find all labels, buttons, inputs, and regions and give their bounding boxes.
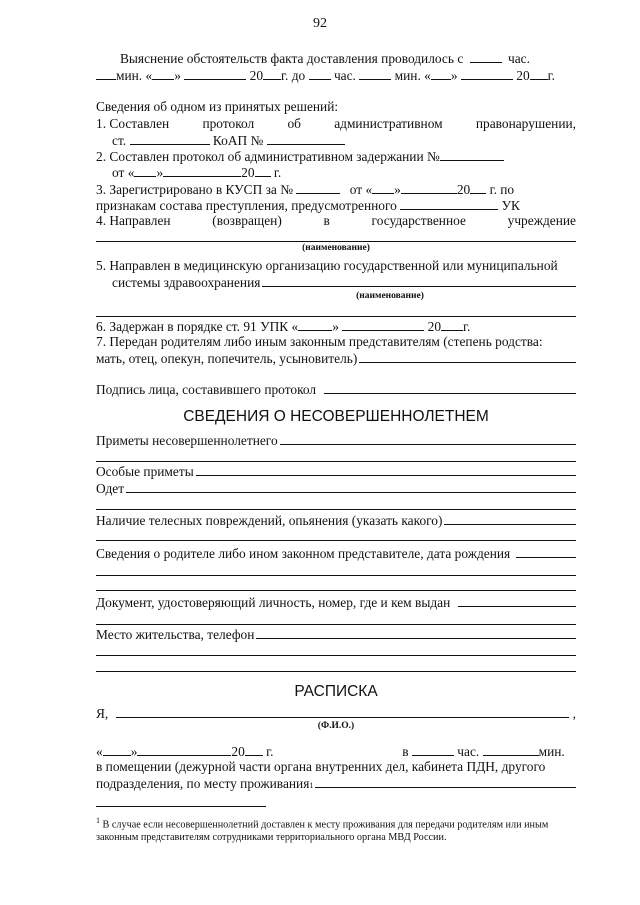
parent-info-extra-line-2[interactable] [96,590,576,591]
decision-4-line-1: 4. Направлен (возвращен) в государственное учреждение [96,213,576,228]
special-signs-field[interactable] [196,463,576,476]
minor-signs-field[interactable] [280,432,576,445]
footnote: $^1$ В случае если несовершеннолетний доставлен к месту проживания для передачи родителям или иным законным представителям сотрудниками территориального органа МВД России. [96,816,549,844]
decision-7-line-1: 7. Передан родителям либо иным законным представителям (степень родства: [96,334,543,349]
delivery-time-line-2: мин. « » 20 г. до час. мин. « » 20 г. [96,67,576,84]
decision-2-line-2: от « » 20 г. [112,165,282,180]
detention-protocol-number-field[interactable] [440,148,504,161]
representative-field[interactable] [359,350,576,363]
clothes-line: Одет [96,480,576,497]
receipt-place-field[interactable] [315,775,576,788]
parent-info-extra-line-1[interactable] [96,575,576,576]
residence-extra-line-1[interactable] [96,655,576,656]
footnote-reference: 1 [309,781,314,790]
start-hour-field[interactable] [470,50,502,63]
signature-field[interactable] [324,381,576,394]
clothes-extra-line[interactable] [96,509,576,510]
decision-5-line-1: 5. Направлен в медицинскую организацию государственной или муниципальной [96,258,558,273]
clothes-field[interactable] [126,480,576,493]
end-min-field[interactable] [359,67,391,80]
medical-organization-caption: (наименование) [356,291,424,301]
injuries-field[interactable] [444,512,576,525]
koap-article-field[interactable] [130,132,210,145]
upk-day-field[interactable] [298,318,332,331]
institution-name-caption: (наименование) [302,243,370,253]
decision-1-line-1: 1. Составлен протокол об административном правонарушении, [96,116,576,131]
receipt-fio-caption: (Ф.И.О.) [317,721,355,731]
uk-article-field[interactable] [400,197,498,210]
receipt-place-line-2: подразделения, по месту проживания 1 [96,775,576,794]
start-min-field[interactable] [96,67,116,80]
medical-organization-extra-line[interactable] [96,316,576,317]
upk-year-field[interactable] [441,318,463,331]
decision-5-line-2: системы здравоохранения [112,274,576,291]
minor-info-title: СВЕДЕНИЯ О НЕСОВЕРШЕННОЛЕТНЕМ [183,408,489,425]
decision-3-line-1: 3. Зарегистрировано в КУСП за № от « » 20 г. по [96,182,515,197]
injuries-extra-line[interactable] [96,540,576,541]
parent-info-line: Сведения о родителе либо ином законном представителе, дата рождения [96,545,576,562]
decision-3-line-2: признакам состава преступления, предусмотренного УК [96,198,520,213]
kusp-year-field[interactable] [470,181,486,194]
kusp-day-field[interactable] [372,181,394,194]
page-number: 92 [313,16,327,31]
receipt-date-line: « » 20 г. в час. мин. [96,744,565,759]
minor-signs-line: Приметы несовершеннолетнего [96,432,576,449]
residence-line: Место жительства, телефон [96,626,576,643]
injuries-line: Наличие телесных повреждений, опьянения (указать какого) [96,512,576,529]
detention-year-field[interactable] [255,164,271,177]
decisions-heading: Сведения об одном из принятых решений: [96,99,339,114]
receipt-min-field[interactable] [483,743,539,756]
decision-1-line-2: ст. КоАП № [112,132,592,149]
receipt-hour-field[interactable] [412,743,454,756]
delivery-time-line-1: Выяснение обстоятельств факта доставления проводилось с час. [120,51,530,66]
start-day-field[interactable] [152,67,174,80]
delivery-clarification-text: Выяснение обстоятельств факта доставления проводилось с [120,51,464,66]
receipt-day-field[interactable] [103,743,131,756]
document-field[interactable] [458,594,576,607]
receipt-fio-field[interactable] [116,705,568,718]
signature-line: Подпись лица, составившего протокол [96,381,576,398]
detention-day-field[interactable] [134,164,156,177]
residence-extra-line-2[interactable] [96,671,576,672]
receipt-title: РАСПИСКА [294,683,378,700]
receipt-year-field[interactable] [245,743,263,756]
koap-number-field[interactable] [267,132,345,145]
document-line: Документ, удостоверяющий личность, номер, где и кем выдан [96,594,576,611]
parent-info-field[interactable] [516,545,576,558]
end-month-field[interactable] [461,67,513,80]
receipt-place-line-1: в помещении (дежурной части органа внутренних дел, кабинета ПДН, другого [96,759,546,774]
minor-signs-extra-line[interactable] [96,461,576,462]
medical-organization-field[interactable] [262,274,576,287]
start-year-field[interactable] [263,67,281,80]
institution-name-field[interactable] [96,241,576,242]
kusp-number-field[interactable] [296,181,340,194]
upk-month-field[interactable] [342,318,424,331]
document-extra-line[interactable] [96,624,576,625]
end-day-field[interactable] [431,67,451,80]
kusp-month-field[interactable] [401,181,457,194]
footnote-separator [96,806,266,807]
special-signs-line: Особые приметы [96,463,576,480]
decision-6-line: 6. Задержан в порядке ст. 91 УПК « » 20 г. [96,319,471,334]
end-year-field[interactable] [530,67,548,80]
end-hour-field[interactable] [309,67,331,80]
decision-2-line-1: 2. Составлен протокол об административном задержании № [96,148,576,165]
detention-month-field[interactable] [163,164,241,177]
receipt-month-field[interactable] [137,743,231,756]
residence-field[interactable] [256,626,576,639]
decision-7-line-2: мать, отец, опекун, попечитель, усыновитель) [96,350,576,367]
start-month-field[interactable] [184,67,246,80]
receipt-name-line: Я, , [96,706,576,721]
